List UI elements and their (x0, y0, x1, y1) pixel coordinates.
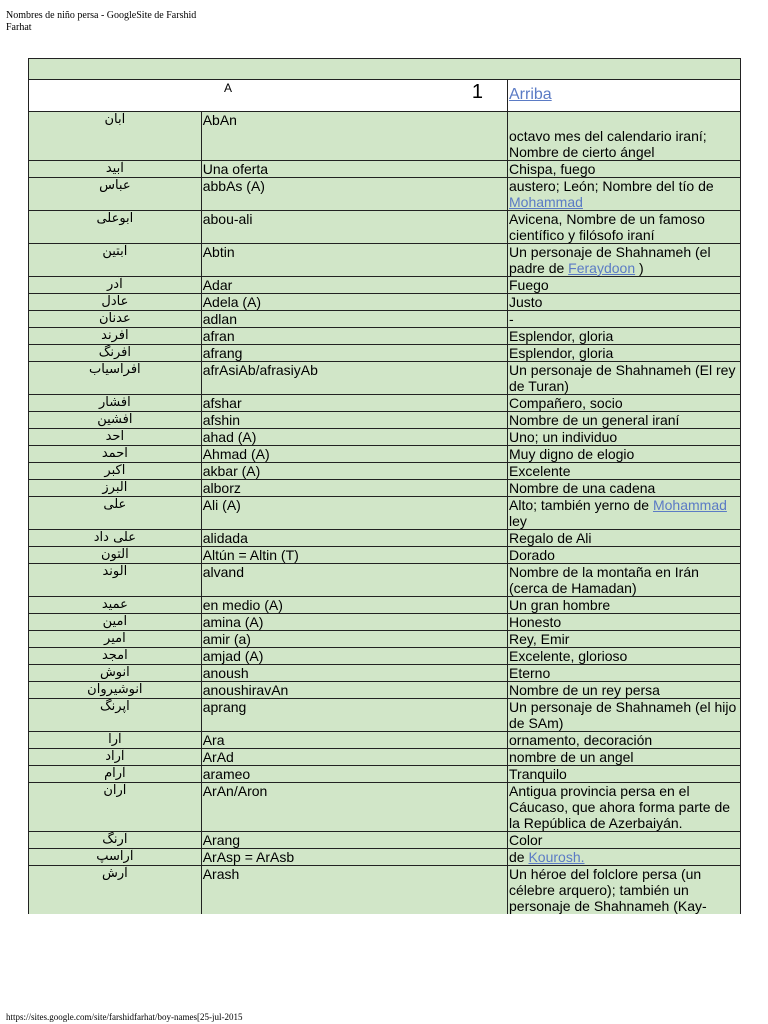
meaning-cell (508, 412, 741, 429)
persian-name-cell: آران (29, 783, 202, 832)
meaning-text: Dorado (509, 547, 555, 563)
persian-name-cell: افراسیاب (29, 362, 202, 395)
meaning-text: Esplendor, gloria (509, 328, 614, 344)
latin-name-cell: abbAs (A) (201, 178, 507, 211)
meaning-text: ornamento, decoración (509, 732, 653, 748)
table-row (29, 614, 741, 631)
latin-name-cell: Ahmad (A) (201, 446, 507, 463)
persian-name-cell: افرنگ (29, 345, 202, 362)
table-row (29, 732, 741, 749)
latin-name-cell: arameo (201, 766, 507, 783)
meaning-cell (508, 682, 741, 699)
meaning-cell (508, 480, 741, 497)
persian-name-cell: افشار (29, 395, 202, 412)
persian-name-cell: الوند (29, 564, 202, 597)
table-row (29, 178, 741, 211)
meaning-text: Alto; también yerno de (509, 497, 653, 513)
persian-name-cell: امجد (29, 648, 202, 665)
meaning-text: Fuego (509, 277, 549, 293)
persian-name-cell: افرند (29, 328, 202, 345)
persian-name-cell: عباس (29, 178, 202, 211)
letter-label: A (224, 81, 233, 95)
meaning-link[interactable]: Kourosh. (528, 849, 585, 865)
persian-name-cell: عمید (29, 597, 202, 614)
table-row (29, 112, 741, 161)
persian-name-cell: عادل (29, 294, 202, 311)
latin-name-cell: alborz (201, 480, 507, 497)
table-row (29, 429, 741, 446)
meaning-cell (508, 783, 741, 832)
meaning-cell (508, 849, 741, 866)
table-row (29, 866, 741, 915)
meaning-cell (508, 311, 741, 328)
persian-name-cell: آرش (29, 866, 202, 915)
persian-name-cell: آدر (29, 277, 202, 294)
persian-name-cell: آرا (29, 732, 202, 749)
persian-name-cell: آلتون (29, 547, 202, 564)
persian-name-cell: علی داد (29, 530, 202, 547)
table-row (29, 766, 741, 783)
latin-name-cell: adlan (201, 311, 507, 328)
meaning-cell (508, 178, 741, 211)
table-row (29, 463, 741, 480)
meaning-text: Tranquilo (509, 766, 567, 782)
meaning-cell (508, 631, 741, 648)
empty-header-cell (29, 59, 741, 80)
meaning-cell (508, 732, 741, 749)
meaning-text: Un héroe del folclore persa (un célebre arquero); también un personaje de Shahnameh (Kay- (509, 866, 707, 914)
meaning-text: Muy digno de elogio (509, 446, 635, 462)
meaning-cell (508, 328, 741, 345)
latin-name-cell: ArAd (201, 749, 507, 766)
meaning-cell (508, 161, 741, 178)
latin-name-cell: Arang (201, 832, 507, 849)
meaning-text: Excelente, glorioso (509, 648, 628, 664)
meaning-cell (508, 547, 741, 564)
table-row (29, 362, 741, 395)
table-row (29, 244, 741, 277)
meaning-text: Chispa, fuego (509, 161, 596, 177)
meaning-text: Nombre de la montaña en Irán (cerca de Hamadan) (509, 564, 699, 596)
table-row (29, 699, 741, 732)
names-table (28, 58, 741, 914)
persian-name-cell: آرنگ (29, 832, 202, 849)
top-link-cell (508, 80, 741, 112)
latin-name-cell: amjad (A) (201, 648, 507, 665)
table-row (29, 328, 741, 345)
meaning-cell (508, 362, 741, 395)
meaning-cell (508, 211, 741, 244)
meaning-text: Un gran hombre (509, 597, 611, 613)
meaning-text: Rey, Emir (509, 631, 570, 647)
meaning-cell (508, 395, 741, 412)
table-row (29, 345, 741, 362)
meaning-link[interactable]: Mohammad (509, 194, 583, 210)
meaning-cell (508, 530, 741, 547)
meaning-text: Justo (509, 294, 543, 310)
meaning-cell (508, 699, 741, 732)
table-top-row (29, 59, 741, 80)
meaning-suffix: ) (635, 260, 644, 276)
persian-name-cell: احد (29, 429, 202, 446)
letter-cell (29, 80, 508, 112)
meaning-cell (508, 832, 741, 849)
page-number: 1 (471, 81, 483, 103)
meaning-text: Regalo de Ali (509, 530, 592, 546)
latin-name-cell: afshar (201, 395, 507, 412)
meaning-text: Compañero, socio (509, 395, 623, 411)
table-row (29, 682, 741, 699)
meaning-cell (508, 766, 741, 783)
meaning-link[interactable]: Feraydoon (568, 260, 636, 276)
latin-name-cell: en medio (A) (201, 597, 507, 614)
meaning-text: Honesto (509, 614, 562, 630)
latin-name-cell: afrAsiAb/afrasiyAb (201, 362, 507, 395)
persian-name-cell: ابوعلی (29, 211, 202, 244)
latin-name-cell: akbar (A) (201, 463, 507, 480)
meaning-cell (508, 648, 741, 665)
persian-name-cell: آراد (29, 749, 202, 766)
table-row (29, 395, 741, 412)
latin-name-cell: abou-ali (201, 211, 507, 244)
meaning-text: - (509, 311, 514, 327)
meaning-cell (508, 112, 741, 161)
meaning-text: austero; León; Nombre del tío de (509, 178, 714, 194)
meaning-text: Esplendor, gloria (509, 345, 614, 361)
table-row (29, 547, 741, 564)
table-row (29, 530, 741, 547)
meaning-text: Un personaje de Shahnameh (el padre de (509, 244, 711, 276)
persian-name-cell: اکبر (29, 463, 202, 480)
meaning-cell (508, 294, 741, 311)
meaning-text: Nombre de un general iraní (509, 412, 680, 428)
latin-name-cell: alidada (201, 530, 507, 547)
persian-name-cell: علی (29, 497, 202, 530)
latin-name-cell: ArAn/Aron (201, 783, 507, 832)
meaning-cell (508, 665, 741, 682)
table-row (29, 446, 741, 463)
meaning-text: Color (509, 832, 543, 848)
meaning-text: Eterno (509, 665, 551, 681)
meaning-cell (508, 277, 741, 294)
meaning-cell (508, 429, 741, 446)
meaning-text: Un personaje de Shahnameh (El rey de Turan) (509, 362, 736, 394)
table-row (29, 294, 741, 311)
table-row (29, 749, 741, 766)
persian-name-cell: انوش (29, 665, 202, 682)
latin-name-cell: Arash (201, 866, 507, 915)
persian-name-cell: امیر (29, 631, 202, 648)
table-row (29, 849, 741, 866)
table-row (29, 311, 741, 328)
latin-name-cell: ahad (A) (201, 429, 507, 446)
meaning-cell (508, 597, 741, 614)
persian-name-cell: آبید (29, 161, 202, 178)
meaning-suffix: ley (509, 513, 527, 529)
persian-name-cell: امین (29, 614, 202, 631)
meaning-text: Antigua provincia persa en el Cáucaso, que ahora forma parte de la República de Azerbaiyán. (509, 783, 731, 831)
persian-name-cell: انوشیروان (29, 682, 202, 699)
latin-name-cell: anoush (201, 665, 507, 682)
latin-name-cell: AbAn (201, 112, 507, 161)
letter-row (29, 80, 741, 112)
latin-name-cell: amir (a) (201, 631, 507, 648)
meaning-link[interactable]: Mohammad (652, 497, 727, 513)
persian-name-cell: آبان (29, 112, 202, 161)
latin-name-cell: Altún = Altin (T) (201, 547, 507, 564)
latin-name-cell: Una oferta (201, 161, 507, 178)
latin-name-cell: Adar (201, 277, 507, 294)
table-row (29, 161, 741, 178)
persian-name-cell: آبتین (29, 244, 202, 277)
table-row (29, 597, 741, 614)
table-row (29, 480, 741, 497)
table-row (29, 665, 741, 682)
meaning-text: Avicena, Nombre de un famoso científico y filósofo iraní (509, 211, 705, 243)
latin-name-cell: afshin (201, 412, 507, 429)
latin-name-cell: anoushiravAn (201, 682, 507, 699)
latin-name-cell: afran (201, 328, 507, 345)
table-row (29, 497, 741, 530)
persian-name-cell: افشین (29, 412, 202, 429)
meaning-text: nombre de un angel (509, 749, 634, 765)
table-row (29, 412, 741, 429)
latin-name-cell: Ali (A) (201, 497, 507, 530)
latin-name-cell: aprang (201, 699, 507, 732)
persian-name-cell: البرز (29, 480, 202, 497)
top-link[interactable]: Arriba (509, 86, 552, 103)
latin-name-cell: amina (A) (201, 614, 507, 631)
meaning-cell (508, 497, 741, 530)
latin-name-cell: afrang (201, 345, 507, 362)
persian-name-cell: اپرنگ (29, 699, 202, 732)
meaning-text: Excelente (509, 463, 571, 479)
meaning-text: Uno; un individuo (509, 429, 618, 445)
persian-name-cell: احمد (29, 446, 202, 463)
latin-name-cell: Ara (201, 732, 507, 749)
table-row (29, 564, 741, 597)
persian-name-cell: آراسپ (29, 849, 202, 866)
latin-name-cell: ArAsp = ArAsb (201, 849, 507, 866)
meaning-cell (508, 866, 741, 915)
persian-name-cell: عدنان (29, 311, 202, 328)
table-row (29, 783, 741, 832)
meaning-cell (508, 446, 741, 463)
meaning-text: de (509, 849, 529, 865)
table-row (29, 648, 741, 665)
meaning-cell (508, 244, 741, 277)
page-header: Nombres de niño persa - GoogleSite de Farshid Farhat (6, 10, 197, 33)
table-row (29, 277, 741, 294)
meaning-cell (508, 345, 741, 362)
meaning-cell (508, 463, 741, 480)
meaning-cell (508, 614, 741, 631)
latin-name-cell: alvand (201, 564, 507, 597)
meaning-text: Un personaje de Shahnameh (el hijo de SAm) (509, 699, 737, 731)
table-row (29, 211, 741, 244)
meaning-text: octavo mes del calendario iraní; Nombre de cierto ángel (509, 128, 707, 160)
page-footer: https://sites.google.com/site/farshidfarhat/boy-names[25-jul-2015 (6, 1012, 243, 1022)
persian-name-cell: آرام (29, 766, 202, 783)
table-row (29, 631, 741, 648)
latin-name-cell: Abtin (201, 244, 507, 277)
meaning-text: Nombre de una cadena (509, 480, 656, 496)
meaning-text: Nombre de un rey persa (509, 682, 660, 698)
table-row (29, 832, 741, 849)
latin-name-cell: Adela (A) (201, 294, 507, 311)
meaning-cell (508, 749, 741, 766)
meaning-cell (508, 564, 741, 597)
